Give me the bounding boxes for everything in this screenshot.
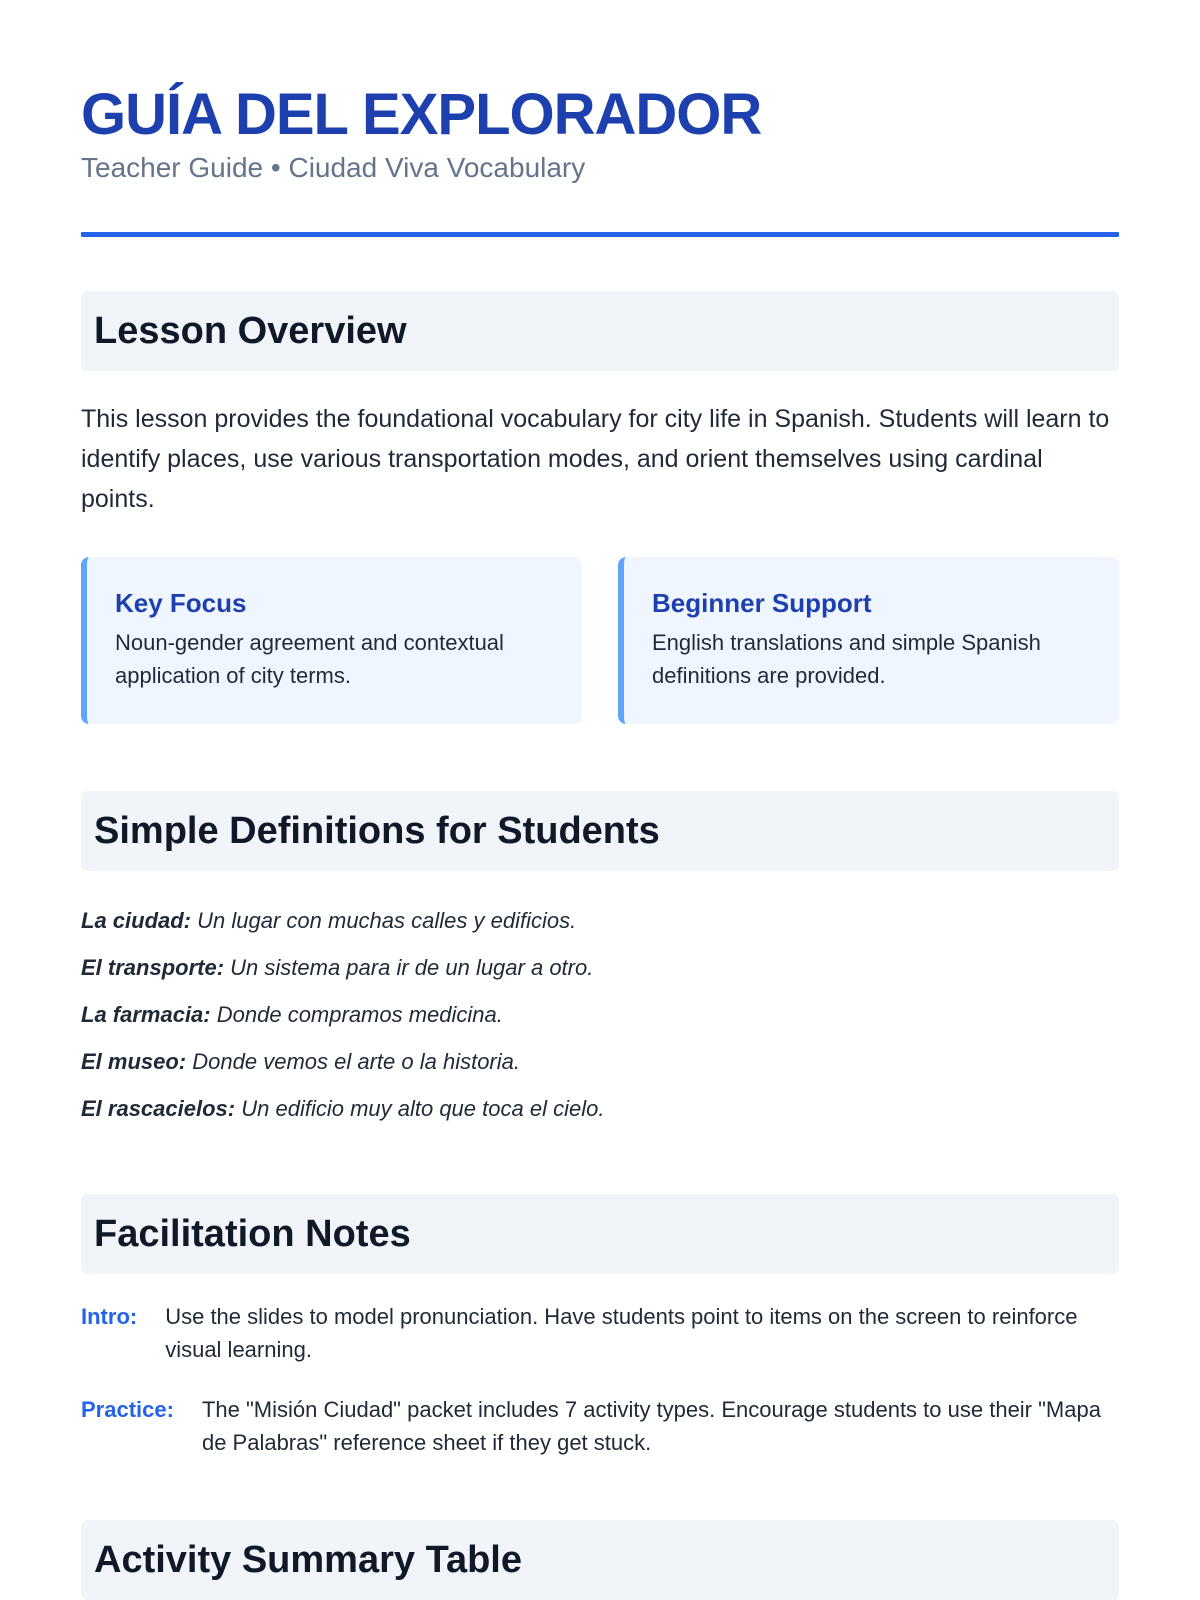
definition-term: La farmacia: [81,1002,211,1027]
key-focus-card [81,557,582,724]
note-label: Intro: [81,1304,138,1329]
card-title: Beginner Support [652,588,872,618]
definition-text: Un edificio muy alto que toca el cielo. [241,1096,605,1121]
note-practice [81,1393,1119,1459]
definition-text: Donde compramos medicina. [216,1002,503,1027]
card-title: Key Focus [115,588,247,618]
note-intro [81,1300,1119,1366]
definition-term: El rascacielos: [81,1096,236,1121]
note-text: Use the slides to model pronunciation. Have students point to items on the screen to reinforce visual learning. [165,1304,1078,1362]
definition-term: El museo: [81,1049,187,1074]
definition-item [81,1038,1119,1085]
section-title: Lesson Overview [94,310,407,352]
section-header-simple-definitions [81,791,1119,871]
note-text: The "Misión Ciudad" packet includes 7 activity types. Encourage students to use their "Mapa de Palabras" reference sheet if they get stuck. [201,1397,1101,1455]
definitions-list [81,897,1119,1132]
document-subtitle: Teacher Guide • Ciudad Viva Vocabulary [81,152,586,183]
overview-paragraph: This lesson provides the foundational vocabulary for city life in Spanish. Students will learn to identify places, use various transportation modes, and orient themselves using cardinal points. [81,405,1110,513]
definition-text: Donde vemos el arte o la historia. [192,1049,520,1074]
note-label: Practice: [81,1397,174,1422]
card-text: Noun-gender agreement and contextual application of city terms. [115,630,504,688]
card-text: English translations and simple Spanish definitions are provided. [652,630,1041,688]
section-header-activity-summary [81,1520,1119,1600]
section-header-lesson-overview [81,291,1119,371]
definition-item [81,944,1119,991]
facilitation-notes-list [81,1300,1119,1459]
definition-item [81,1085,1119,1132]
definition-item [81,991,1119,1038]
beginner-support-card [618,557,1119,724]
definition-text: Un lugar con muchas calles y edificios. [197,908,577,933]
section-title: Simple Definitions for Students [94,810,660,852]
title-divider [81,232,1119,237]
definition-text: Un sistema para ir de un lugar a otro. [230,955,594,980]
document-title: GUÍA DEL EXPLORADOR [81,82,762,147]
definition-item [81,897,1119,944]
overview-cards [81,557,1119,724]
section-header-facilitation-notes [81,1194,1119,1274]
definition-term: La ciudad: [81,908,192,933]
definition-term: El transporte: [81,955,225,980]
section-title: Activity Summary Table [94,1539,523,1581]
section-title: Facilitation Notes [94,1213,411,1255]
